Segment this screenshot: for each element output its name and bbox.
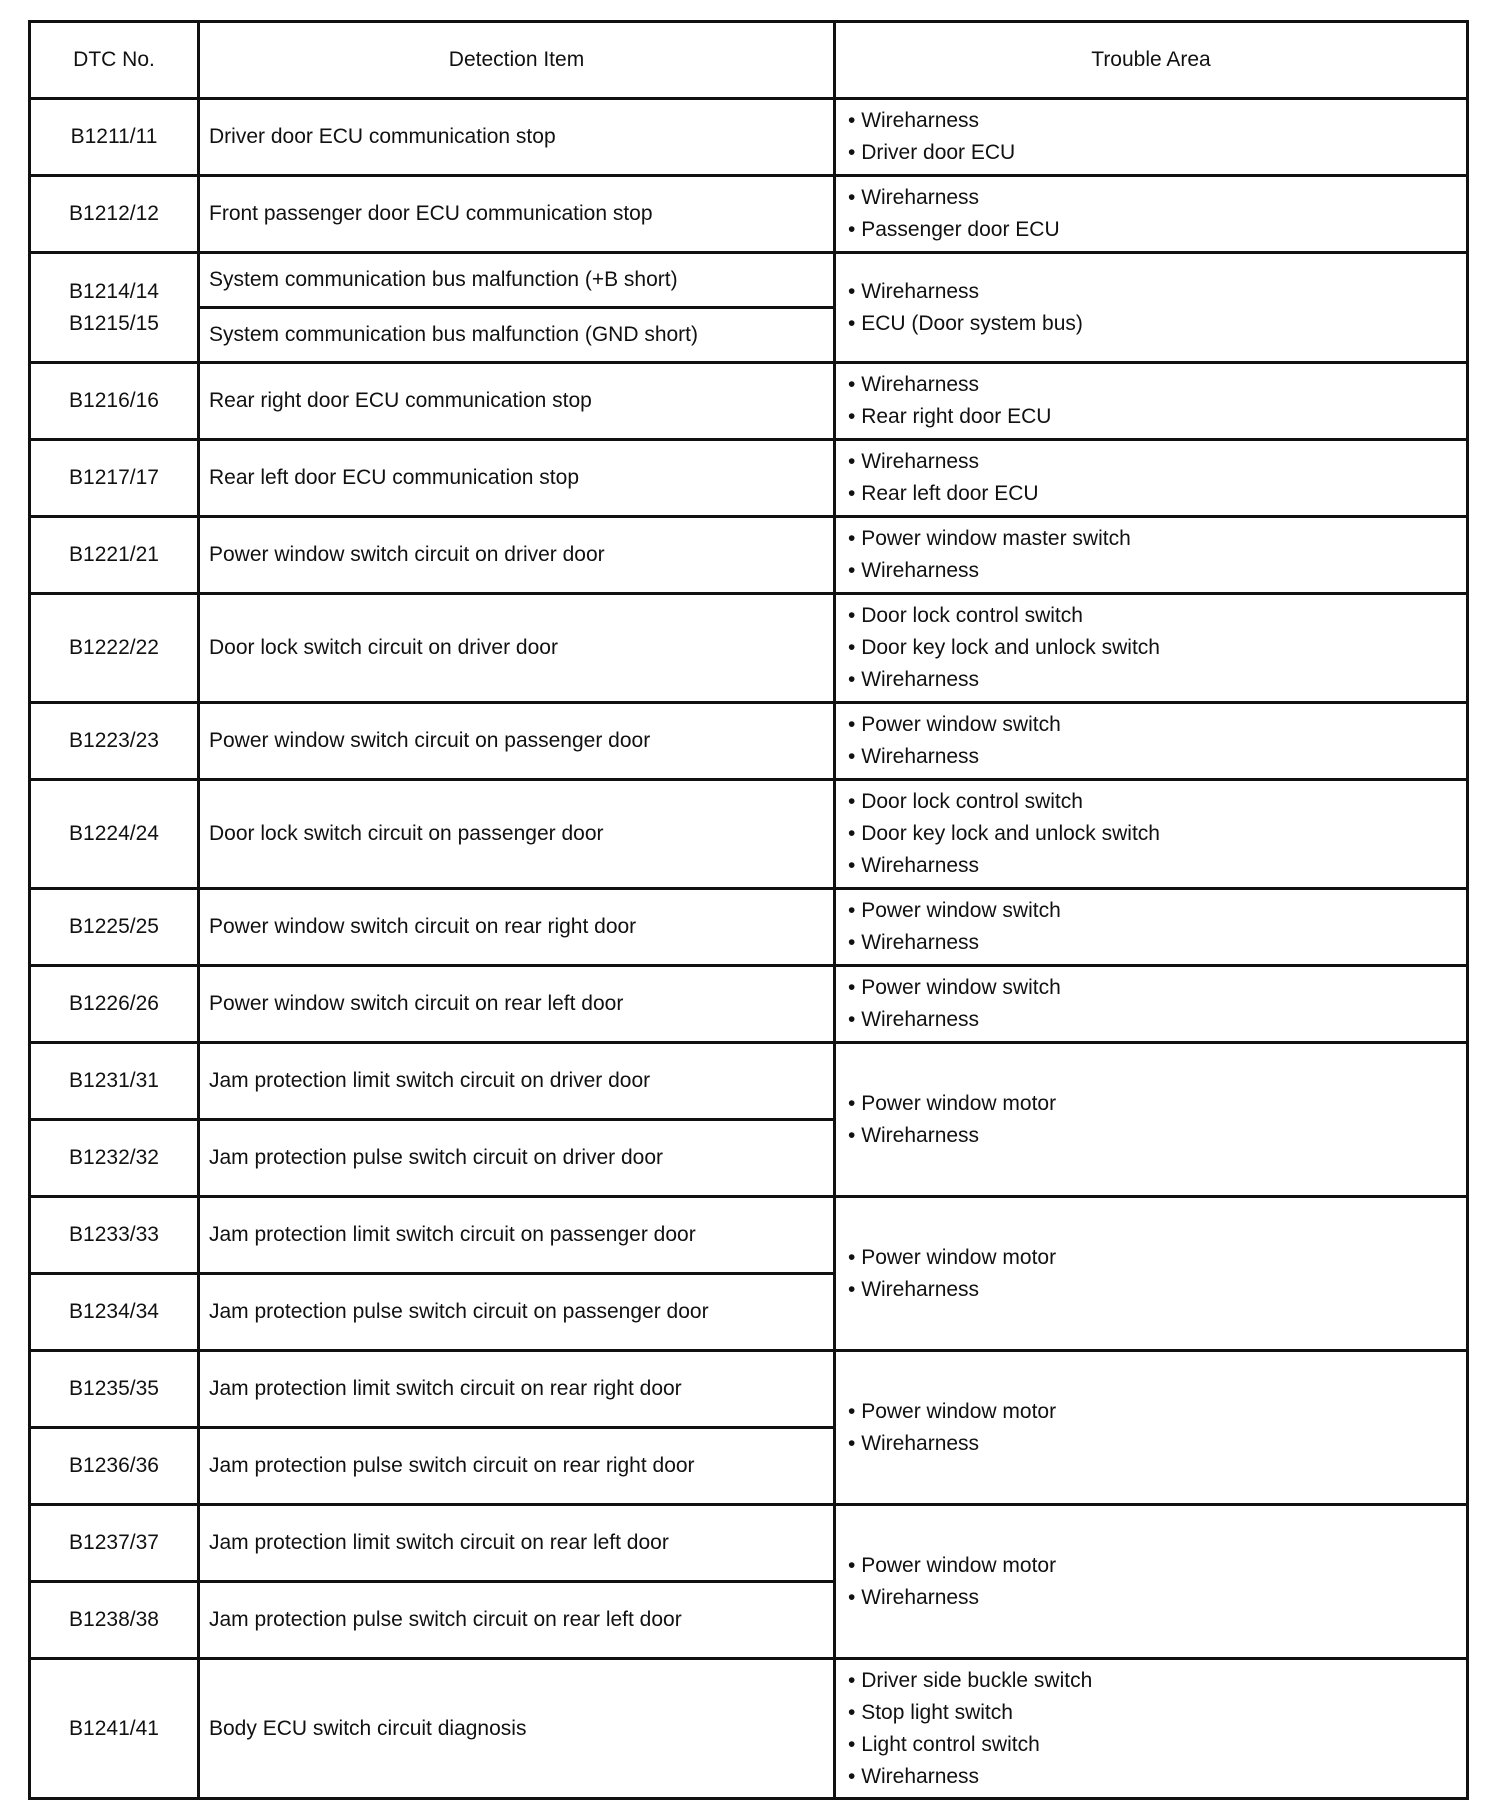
dtc-code: B1241/41 (30, 1659, 199, 1799)
dtc-code: B1238/38 (30, 1582, 199, 1659)
detection-item: Jam protection limit switch circuit on passenger door (199, 1197, 835, 1274)
trouble-area-entry: • Rear right door ECU (848, 401, 1466, 433)
detection-item: Power window switch circuit on rear right door (199, 889, 835, 966)
trouble-area-entry: • Passenger door ECU (848, 214, 1466, 246)
dtc-code: B1235/35 (30, 1351, 199, 1428)
trouble-area-entry: • Wireharness (848, 741, 1466, 773)
trouble-area (835, 780, 1468, 889)
trouble-area-entry: • Rear left door ECU (848, 478, 1466, 510)
detection-item: Jam protection limit switch circuit on rear left door (199, 1505, 835, 1582)
trouble-area-entry: • Power window motor (848, 1242, 1466, 1274)
trouble-area-entry: • Wireharness (848, 927, 1466, 959)
trouble-area-entry: • Wireharness (848, 182, 1466, 214)
trouble-area (835, 99, 1468, 176)
trouble-area (835, 253, 1468, 363)
table-row (30, 1505, 1468, 1582)
trouble-area-entry: • Power window switch (848, 895, 1466, 927)
dtc-code: B1212/12 (30, 176, 199, 253)
table-row (30, 1197, 1468, 1274)
header-row (30, 22, 1468, 99)
table-row (30, 889, 1468, 966)
table-row (30, 1351, 1468, 1428)
detection-item: Jam protection pulse switch circuit on driver door (199, 1120, 835, 1197)
trouble-area-entry: • Power window switch (848, 709, 1466, 741)
table-row (30, 176, 1468, 253)
detection-item: Door lock switch circuit on passenger door (199, 780, 835, 889)
trouble-area (835, 1505, 1468, 1659)
trouble-area (835, 594, 1468, 703)
table-row (30, 1659, 1468, 1799)
dtc-code: B1226/26 (30, 966, 199, 1043)
detection-item: Jam protection pulse switch circuit on rear left door (199, 1582, 835, 1659)
trouble-area-entry: • Wireharness (848, 446, 1466, 478)
trouble-area-entry: • Stop light switch (848, 1697, 1466, 1729)
trouble-area (835, 517, 1468, 594)
detection-item: Power window switch circuit on rear left door (199, 966, 835, 1043)
trouble-area-entry: • Door lock control switch (848, 600, 1466, 632)
dtc-code: B1224/24 (30, 780, 199, 889)
detection-item: Jam protection pulse switch circuit on passenger door (199, 1274, 835, 1351)
table-row (30, 780, 1468, 889)
dtc-table (28, 20, 1469, 1800)
trouble-area (835, 703, 1468, 780)
trouble-area-entry: • Wireharness (848, 276, 1466, 308)
trouble-area (835, 363, 1468, 440)
detection-item: Jam protection limit switch circuit on driver door (199, 1043, 835, 1120)
trouble-area-entry: • Wireharness (848, 105, 1466, 137)
trouble-area (835, 176, 1468, 253)
dtc-code: B1217/17 (30, 440, 199, 517)
trouble-area (835, 966, 1468, 1043)
dtc-code: B1231/31 (30, 1043, 199, 1120)
dtc-code: B1233/33 (30, 1197, 199, 1274)
trouble-area-entry: • Driver door ECU (848, 137, 1466, 169)
dtc-code: B1236/36 (30, 1428, 199, 1505)
trouble-area (835, 1659, 1468, 1799)
dtc-code: B1216/16 (30, 363, 199, 440)
detection-item: Jam protection limit switch circuit on rear right door (199, 1351, 835, 1428)
dtc-code: B1221/21 (30, 517, 199, 594)
dtc-code-line: B1215/15 (69, 311, 159, 335)
trouble-area-entry: • Power window master switch (848, 523, 1466, 555)
table-row (30, 966, 1468, 1043)
dtc-code: B1223/23 (30, 703, 199, 780)
detection-item: Rear right door ECU communication stop (199, 363, 835, 440)
detection-item: System communication bus malfunction (+B short) (199, 253, 835, 308)
dtc-code: B1237/37 (30, 1505, 199, 1582)
trouble-area-entry: • Wireharness (848, 664, 1466, 696)
detection-item: Rear left door ECU communication stop (199, 440, 835, 517)
trouble-area (835, 889, 1468, 966)
detection-item: Door lock switch circuit on driver door (199, 594, 835, 703)
table-row (30, 517, 1468, 594)
table-row (30, 363, 1468, 440)
trouble-area-entry: • Power window motor (848, 1396, 1466, 1428)
trouble-area-entry: • Power window switch (848, 972, 1466, 1004)
table-row (30, 1043, 1468, 1120)
trouble-area-entry: • Door key lock and unlock switch (848, 818, 1466, 850)
trouble-area-entry: • Wireharness (848, 1274, 1466, 1306)
dtc-code: B1234/34 (30, 1274, 199, 1351)
trouble-area-entry: • Wireharness (848, 1428, 1466, 1460)
detection-item: Jam protection pulse switch circuit on rear right door (199, 1428, 835, 1505)
trouble-area (835, 1197, 1468, 1351)
trouble-area-entry: • Driver side buckle switch (848, 1665, 1466, 1697)
header-trouble-area: Trouble Area (835, 22, 1468, 99)
table-row (30, 703, 1468, 780)
trouble-area-entry: • Power window motor (848, 1088, 1466, 1120)
trouble-area-entry: • Power window motor (848, 1550, 1466, 1582)
table-row (30, 253, 1468, 308)
trouble-area-entry: • Wireharness (848, 1004, 1466, 1036)
dtc-code-line: B1214/14 (69, 279, 159, 303)
dtc-code (30, 253, 199, 363)
table-row (30, 440, 1468, 517)
trouble-area-entry: • Wireharness (848, 369, 1466, 401)
detection-item: Power window switch circuit on passenger door (199, 703, 835, 780)
detection-item: System communication bus malfunction (GND short) (199, 308, 835, 363)
dtc-code: B1232/32 (30, 1120, 199, 1197)
header-detection-item: Detection Item (199, 22, 835, 99)
trouble-area-entry: • Door lock control switch (848, 786, 1466, 818)
trouble-area-entry: • Wireharness (848, 1761, 1466, 1793)
trouble-area (835, 1043, 1468, 1197)
trouble-area-entry: • Wireharness (848, 555, 1466, 587)
detection-item: Body ECU switch circuit diagnosis (199, 1659, 835, 1799)
table-row (30, 594, 1468, 703)
detection-item: Power window switch circuit on driver door (199, 517, 835, 594)
table-row (30, 99, 1468, 176)
dtc-code: B1211/11 (30, 99, 199, 176)
trouble-area-entry: • Wireharness (848, 1120, 1466, 1152)
dtc-code: B1222/22 (30, 594, 199, 703)
trouble-area-entry: • Wireharness (848, 1582, 1466, 1614)
trouble-area-entry: • Light control switch (848, 1729, 1466, 1761)
trouble-area-entry: • ECU (Door system bus) (848, 308, 1466, 340)
dtc-code: B1225/25 (30, 889, 199, 966)
trouble-area-entry: • Wireharness (848, 850, 1466, 882)
header-dtc: DTC No. (30, 22, 199, 99)
trouble-area-entry: • Door key lock and unlock switch (848, 632, 1466, 664)
detection-item: Driver door ECU communication stop (199, 99, 835, 176)
detection-item: Front passenger door ECU communication stop (199, 176, 835, 253)
trouble-area (835, 1351, 1468, 1505)
trouble-area (835, 440, 1468, 517)
